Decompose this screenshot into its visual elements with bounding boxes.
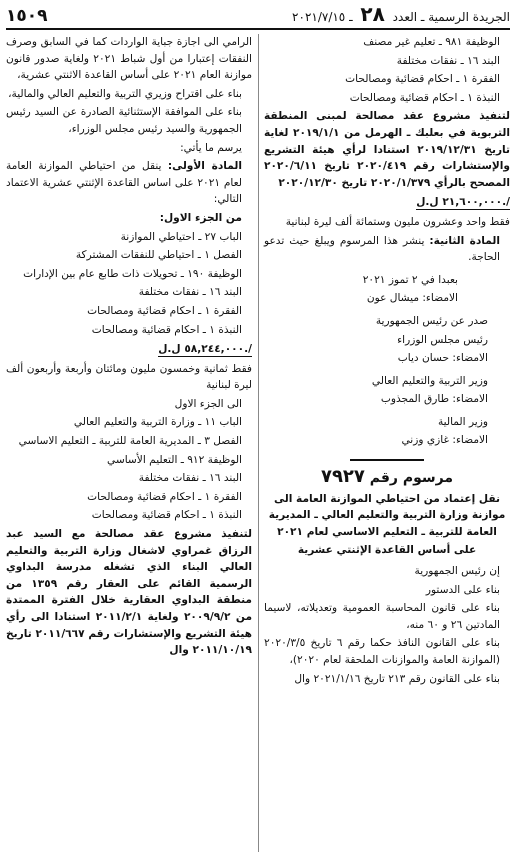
from-part-heading: من الجزء الاول: <box>159 211 242 224</box>
journal-name: الجريدة الرسمية ـ العدد <box>392 10 510 24</box>
signature-block <box>264 272 510 449</box>
amount-value: ٢١,٦٠٠,٠٠٠ ل.ل./ <box>416 196 510 209</box>
budget-line: الفقرة ١ ـ احكام قضائية ومصالحات <box>87 490 242 503</box>
budget-line: النبذة ١ ـ احكام قضائية ومصالحات <box>349 91 500 104</box>
date-line: بعبدا في ٢ تموز ٢٠٢١ <box>362 273 458 286</box>
constitution-line: بناء على الدستور <box>425 583 500 596</box>
issued-by: صدر عن رئيس الجمهورية <box>375 314 488 327</box>
article-2-text: ينشر هذا المرسوم ويبلغ حيث تدعو الحاجة. <box>264 234 500 264</box>
budget-line: الفقرة ١ ـ احكام قضائية ومصالحات <box>345 73 500 86</box>
settlement-paragraph: لتنفيذ مشروع عقد مصالحة مع السيد عبد الرزاق غمراوي لاشغال وزارة التربية والتعليم العالي البناء الذي تشغله مدرسة البداوي الرسمية القائم على العقار رقم ١٣٥٩ من منطقة البداوي العقارية خلال الفترة الممتدة من ٢٠٠٩/٩/٢ ولغاية ٢٠١١/٢/١ استنادا الى رأي هيئة التشريع والإستشارات رقم ٢٠١١/٦٦٧ تاريخ ٢٠١١/١٠/١٩ وال <box>6 528 253 657</box>
president-line: إن رئيس الجمهورية <box>414 565 500 578</box>
budget-line: الفصل ١ ـ احتياطي للنفقات المشتركة <box>75 249 242 262</box>
settlement-paragraph: لتنفيذ مشروع عقد مصالحة لمبنى المنطقة التربوية في بعلبك ـ الهرمل من ٢٠١٩/١/١ لغاية تاريخ ٢٠١٩/١٢/٣١ استنادا لرأي هيئة التشريع والإستشارات رقم ٢٠٢٠/٤١٩ تاريخ ٢٠٢٠/٦/١١ المصحح بالرأي ٢٠٢٠/١/٣٧٩ تاريخ ٢٠٢٠/١٢/٣٠ <box>264 110 511 189</box>
proposal: بناء على اقتراح وزيري التربية والتعليم العالي والمالية، <box>8 87 242 100</box>
decree-subject: نقل إعتماد من احتياطي الموازنة العامة الى موازنة وزارة التربية والتعليم العالي ـ المديرية العامة للتربية ـ التعليم الاساسي لعام ٢٠٢١ <box>268 492 506 538</box>
right-column <box>264 34 510 689</box>
amount-words: فقط ثمانية وخمسون مليون ومائتان وأربعة وأربعون ألف ليرة لبنانية <box>6 362 252 392</box>
budget-line: البند ١٦ ـ نفقات مختلفة <box>138 472 242 485</box>
from-lines <box>6 229 252 339</box>
left-column <box>6 34 252 661</box>
amount-value: ٥٨,٢٤٤,٠٠٠ ل.ل./ <box>158 343 252 356</box>
decrees-line: يرسم ما يأتي: <box>180 141 242 154</box>
decree-number: ٧٩٢٧ <box>320 466 365 488</box>
fin-minister-title: وزير المالية <box>437 415 488 428</box>
budget-lines <box>264 34 510 106</box>
legal-basis: بناء على القانون رقم ٢١٣ تاريخ ٢٠٢١/١/١٦ وال <box>294 672 500 685</box>
decree-subtitle: على أساس القاعدة الإثنتي عشرية <box>297 544 477 557</box>
budget-line: البند ١٦ ـ نفقات مختلفة <box>138 286 242 299</box>
budget-line: البند ١٦ ـ نفقات مختلفة <box>396 54 500 67</box>
intro-continued: الرامي الى اجازة جباية الواردات كما في السابق وصرف النفقات إعتبارا من أول شباط ٢٠٢١ ولغاية صدور قانون موازنة العام ٢٠٢١ على أساس القاعدة الاثنتي عشرية، <box>6 36 252 82</box>
budget-line: النبذة ١ ـ احكام قضائية ومصالحات <box>91 323 242 336</box>
budget-line: الفقرة ١ ـ احكام قضائية ومصالحات <box>87 304 242 317</box>
budget-line: الباب ٢٧ ـ احتياطي الموازنة <box>120 230 242 243</box>
section-divider <box>264 455 510 465</box>
amount <box>6 341 252 358</box>
issue-date: ـ ٢٠٢١/٧/١٥ <box>292 10 353 24</box>
edu-minister-title: وزير التربية والتعليم العالي <box>371 374 488 387</box>
signature-president: الامضاء: ميشال عون <box>366 292 458 305</box>
decree-label: مرسوم رقم <box>369 470 454 487</box>
pm-title: رئيس مجلس الوزراء <box>397 333 488 346</box>
signature-pm: الامضاء: حسان دياب <box>397 352 488 365</box>
legal-basis: بناء على قانون المحاسبة العمومية وتعديلاته، لاسيما المادتين ٢٦ و ٦٠ منه، <box>264 602 500 631</box>
running-title <box>292 2 510 26</box>
article-1-text: ينقل من احتياطي الموازنة العامة لعام ٢٠٢١ على اساس القاعدة الإثنتي عشرية الاعتماد التالي: <box>6 160 242 206</box>
signature-fin-minister: الامضاء: غازي وزني <box>401 434 488 447</box>
article-1-label: المادة الأولى: <box>167 160 242 173</box>
issue-number: ٢٨ <box>360 2 385 26</box>
budget-line: الوظيفة ٩١٢ ـ التعليم الأساسي <box>107 453 242 466</box>
decree-title <box>264 466 510 488</box>
amount-words: فقط واحد وعشرون مليون وستمائة ألف ليرة لبنانية <box>285 215 510 228</box>
article-1 <box>6 158 252 208</box>
budget-line: الباب ١١ ـ وزارة التربية والتعليم العالي <box>73 416 242 429</box>
budget-line: الوظيفة ٩٨١ ـ تعليم غير مصنف <box>363 36 500 48</box>
page-number: ١٥٠٩ <box>6 6 48 26</box>
to-part-heading: الى الجزء الاول <box>174 397 242 410</box>
approval: بناء على الموافقة الإستثنائية الصادرة عن السيد رئيس الجمهورية والسيد رئيس مجلس الوزراء، <box>6 106 242 135</box>
to-lines <box>6 414 252 524</box>
page-header <box>6 4 510 30</box>
budget-line: الفصل ٣ ـ المديرية العامة للتربية ـ التعليم الاساسي <box>18 435 242 448</box>
amount <box>264 194 510 211</box>
signature-edu-minister: الامضاء: طارق المجذوب <box>380 393 488 406</box>
legal-basis: بناء على القانون النافذ حكما رقم ٦ تاريخ ٢٠٢٠/٣/٥ (الموازنة العامة والموازنات الملحقة لعام ٢٠٢٠)، <box>264 637 500 666</box>
column-divider <box>258 34 259 852</box>
budget-line: النبذة ١ ـ احكام قضائية ومصالحات <box>91 509 242 522</box>
budget-line: الوظيفة ١٩٠ ـ تحويلات ذات طابع عام بين الإدارات <box>23 267 242 280</box>
article-2 <box>264 233 510 266</box>
article-2-label: المادة الثانية: <box>429 234 500 247</box>
